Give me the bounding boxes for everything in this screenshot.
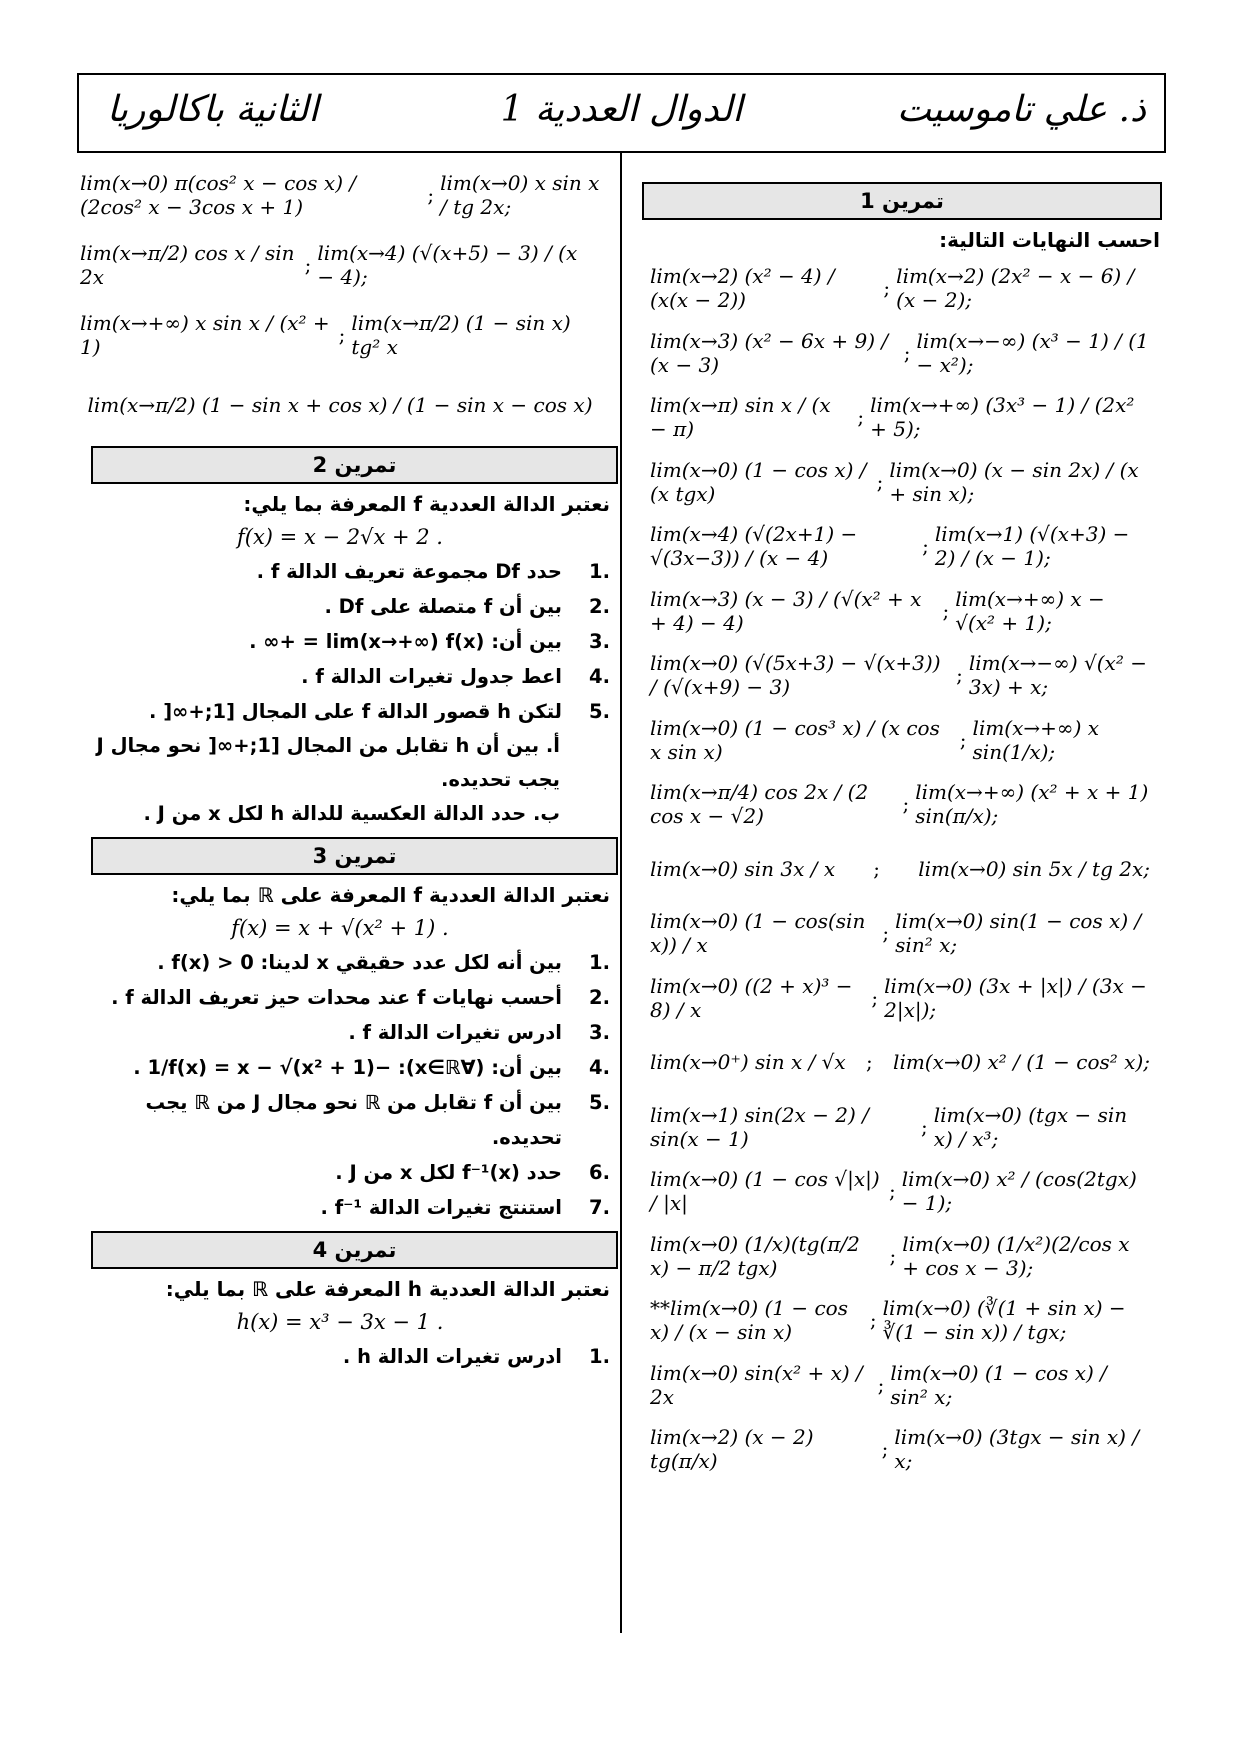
limit-row bbox=[640, 1288, 1160, 1353]
exercise-3-title: تمرين 3 bbox=[91, 837, 618, 875]
separator: ; bbox=[866, 1050, 873, 1075]
exercise-4-formula: h(x) = x³ − 3x − 1 . bbox=[236, 1310, 444, 1334]
separator: ; bbox=[922, 534, 929, 559]
limit-row bbox=[640, 1159, 1160, 1224]
question-text: ادرس تغيرات الدالة h . bbox=[342, 1345, 562, 1368]
exercise-2-items bbox=[70, 554, 610, 729]
separator: ; bbox=[873, 856, 881, 881]
limit-expression: lim(x→3) (x² − 6x + 9) / (x − 3) bbox=[650, 328, 889, 377]
separator: ; bbox=[876, 469, 884, 494]
limit-expression: lim(x→+∞) (3x³ − 1) / (2x² + 5); bbox=[870, 393, 1135, 442]
exercise-1-title: تمرين 1 bbox=[642, 182, 1162, 220]
question-item bbox=[70, 945, 610, 980]
exercise-4-title: تمرين 4 bbox=[91, 1231, 618, 1269]
exercise-3-items bbox=[70, 945, 610, 1225]
question-text: بين أن f متصلة على Df . bbox=[324, 595, 562, 618]
separator: ; bbox=[920, 1114, 928, 1139]
question-text: حدد f⁻¹(x) لكل x من J . bbox=[335, 1161, 562, 1184]
limit-expression: lim(x→0) (3tgx − sin x) / x; bbox=[894, 1425, 1140, 1474]
question-number: .6 bbox=[589, 1161, 610, 1184]
exercise-1-limits bbox=[640, 256, 1160, 1482]
separator: ; bbox=[427, 183, 435, 207]
limit-row bbox=[70, 230, 610, 300]
question-item bbox=[70, 1085, 610, 1155]
left-column bbox=[70, 160, 610, 1374]
question-number: .1 bbox=[589, 1345, 610, 1368]
limit-expression: lim(x→π/2) cos x / sin 2x bbox=[80, 241, 295, 289]
separator: ; bbox=[869, 1308, 877, 1333]
question-number: .4 bbox=[589, 665, 610, 688]
exercise-1-intro: احسب النهايات التالية: bbox=[939, 228, 1160, 252]
limit-expression: **lim(x→0) (1 − cos x) / (x − sin x) bbox=[650, 1296, 848, 1345]
limit-expression: lim(x→+∞) (x² + x + 1) sin(π/x); bbox=[915, 780, 1149, 829]
limit-expression: lim(x→2) (x − 2) tg(π/x) bbox=[650, 1425, 814, 1474]
separator: ; bbox=[877, 1372, 885, 1397]
exercise-2-intro: نعتبر الدالة العددية f المعرفة بما يلي: bbox=[243, 492, 610, 516]
exercise-2-title: تمرين 2 bbox=[91, 446, 618, 484]
question-number: .1 bbox=[589, 951, 610, 974]
limit-expression: lim(x→0) sin 3x / x bbox=[650, 856, 836, 881]
exercise-3-intro: نعتبر الدالة العددية f المعرفة على ℝ بما يلي: bbox=[171, 883, 610, 907]
question-item bbox=[70, 1339, 610, 1374]
question-item bbox=[70, 1155, 610, 1190]
question-text: لتكن h قصور الدالة f على المجال [1;+∞[ . bbox=[149, 700, 562, 723]
question-number: .2 bbox=[589, 986, 610, 1009]
limit-expression: lim(x→0) (1 − cos(sin x)) / x bbox=[650, 909, 866, 958]
question-number: .5 bbox=[589, 700, 610, 723]
limit-expression: lim(x→+∞) x sin(1/x); bbox=[972, 715, 1100, 764]
exercise-4-items bbox=[70, 1339, 610, 1374]
class-level: الثانية باكالوريا bbox=[107, 89, 319, 130]
limit-expression: lim(x→0) (3x + |x|) / (3x − 2|x|); bbox=[884, 973, 1147, 1022]
limit-row bbox=[640, 1030, 1160, 1095]
question-text: اعط جدول تغيرات الدالة f . bbox=[301, 665, 562, 688]
limit-row bbox=[640, 385, 1160, 450]
limit-expression: lim(x→π/4) cos 2x / (2 cos x − √2) bbox=[650, 780, 869, 829]
question-text: بين أن: (∀x∈ℝ): −1/f(x) = x − √(x² + 1) . bbox=[133, 1056, 562, 1079]
question-item bbox=[70, 1015, 610, 1050]
separator: ; bbox=[883, 276, 891, 301]
question-number: .2 bbox=[589, 595, 610, 618]
question-item bbox=[70, 659, 610, 694]
limit-row bbox=[640, 1224, 1160, 1289]
limit-expression: lim(x→0) π(cos² x − cos x) / (2cos² x − 3cos x + 1) bbox=[80, 171, 357, 219]
limit-expression: lim(x→0) (1 − cos x) / sin² x; bbox=[890, 1360, 1107, 1409]
limit-row bbox=[640, 579, 1160, 644]
limit-expression: lim(x→2) (x² − 4) / (x(x − 2)) bbox=[650, 264, 835, 313]
separator: ; bbox=[881, 1437, 889, 1462]
separator: ; bbox=[882, 921, 890, 946]
limit-expression: lim(x→−∞) √(x² − 3x) + x; bbox=[968, 651, 1147, 700]
limit-expression: lim(x→0) sin(x² + x) / 2x bbox=[650, 1360, 863, 1409]
question-text: بين أن f تقابل من ℝ نحو مجال J من ℝ يجب تحديده. bbox=[145, 1091, 562, 1149]
left-limits bbox=[70, 160, 610, 440]
limit-row bbox=[70, 300, 610, 370]
sub-question: أ. بين أن h تقابل من المجال [1;+∞[ نحو مجال J يجب تحديده. bbox=[96, 734, 560, 791]
limit-expression: lim(x→0) (tgx − sin x) / x³; bbox=[933, 1102, 1128, 1151]
limit-row bbox=[640, 450, 1160, 515]
limit-expression: lim(x→+∞) x − √(x² + 1); bbox=[955, 586, 1105, 635]
limit-expression: lim(x→1) sin(2x − 2) / sin(x − 1) bbox=[650, 1102, 869, 1151]
limit-expression: lim(x→0) sin 5x / tg 2x; bbox=[918, 856, 1150, 881]
question-item bbox=[70, 1050, 610, 1085]
limit-expression: lim(x→0) (1 − cos³ x) / (x cos x sin x) bbox=[650, 715, 940, 764]
author-name: ذ. علي تاموسيت bbox=[896, 89, 1146, 130]
exercise-4-intro: نعتبر الدالة العددية h المعرفة على ℝ بما يلي: bbox=[165, 1277, 610, 1301]
question-item bbox=[70, 1190, 610, 1225]
question-number: .4 bbox=[589, 1056, 610, 1079]
limit-expression: lim(x→0) x sin x / tg 2x; bbox=[440, 171, 600, 219]
limit-row bbox=[70, 370, 610, 440]
limit-expression: lim(x→π/2) (1 − sin x + cos x) / (1 − sin x − cos x) bbox=[87, 393, 593, 417]
question-text: استنتج تغيرات الدالة f⁻¹ . bbox=[320, 1196, 562, 1219]
limit-row bbox=[640, 643, 1160, 708]
limit-row bbox=[640, 966, 1160, 1031]
question-item bbox=[70, 694, 610, 729]
limit-expression: lim(x→0) x² / (cos(2tgx) − 1); bbox=[901, 1167, 1137, 1216]
page-title: الدوال العددية 1 bbox=[500, 89, 743, 130]
separator: ; bbox=[942, 598, 950, 623]
question-text: بين أن: lim(x→+∞) f(x) = +∞ . bbox=[249, 630, 562, 653]
question-number: .5 bbox=[589, 1091, 610, 1114]
exercise-2-subitems bbox=[70, 729, 610, 831]
question-item bbox=[70, 624, 610, 659]
limit-expression: lim(x→4) (√(2x+1) − √(3x−3)) / (x − 4) bbox=[650, 522, 858, 571]
limit-row bbox=[640, 837, 1160, 902]
question-item bbox=[70, 980, 610, 1015]
limit-expression: lim(x→2) (2x² − x − 6) / (x − 2); bbox=[896, 264, 1135, 313]
question-item bbox=[70, 589, 610, 624]
question-number: .1 bbox=[589, 560, 610, 583]
limit-expression: lim(x→4) (√(x+5) − 3) / (x − 4); bbox=[317, 241, 578, 289]
limit-row bbox=[640, 772, 1160, 837]
question-number: .7 bbox=[589, 1196, 610, 1219]
separator: ; bbox=[959, 727, 967, 752]
limit-expression: lim(x→0) (√(5x+3) − √(x+3)) / (√(x+9) − 3) bbox=[650, 651, 941, 700]
question-text: حدد Df مجموعة تعريف الدالة f . bbox=[256, 560, 562, 583]
question-number: .3 bbox=[589, 1021, 610, 1044]
limit-expression: lim(x→0) (1/x²)(2/cos x + cos x − 3); bbox=[902, 1231, 1130, 1280]
column-divider bbox=[620, 153, 622, 1633]
separator: ; bbox=[889, 1243, 897, 1268]
limit-expression: lim(x→0) (x − sin 2x) / (x + sin x); bbox=[889, 457, 1139, 506]
limit-expression: lim(x→−∞) (x³ − 1) / (1 − x²); bbox=[916, 328, 1149, 377]
limit-expression: lim(x→1) (√(x+3) − 2) / (x − 1); bbox=[934, 522, 1130, 571]
question-item bbox=[70, 554, 610, 589]
limit-expression: lim(x→3) (x − 3) / (√(x² + x + 4) − 4) bbox=[650, 586, 922, 635]
limit-expression: lim(x→π) sin x / (x − π) bbox=[650, 393, 831, 442]
separator: ; bbox=[857, 405, 865, 430]
limit-expression: lim(x→0) (1/x)(tg(π/2 x) − π/2 tgx) bbox=[650, 1231, 860, 1280]
limit-row bbox=[640, 1417, 1160, 1482]
limit-expression: lim(x→0) (1 − cos x) / (x tgx) bbox=[650, 457, 867, 506]
page-header bbox=[77, 73, 1166, 153]
exercise-2-formula: f(x) = x − 2√x + 2 . bbox=[237, 525, 443, 549]
question-text: أحسب نهايات f عند محدات حيز تعريف الدالة f . bbox=[111, 986, 562, 1009]
limit-row bbox=[640, 1353, 1160, 1418]
limit-row bbox=[640, 514, 1160, 579]
question-number: .3 bbox=[589, 630, 610, 653]
limit-expression: lim(x→0) ((2 + x)³ − 8) / x bbox=[650, 973, 853, 1022]
limit-row bbox=[640, 1095, 1160, 1160]
limit-expression: lim(x→0) (∛(1 + sin x) − ∛(1 − sin x)) / tgx; bbox=[882, 1296, 1126, 1345]
separator: ; bbox=[903, 340, 911, 365]
limit-expression: lim(x→0) x² / (1 − cos² x); bbox=[893, 1050, 1150, 1075]
question-text: بين أنه لكل عدد حقيقي x لدينا: f(x) > 0 . bbox=[157, 951, 562, 974]
limit-expression: lim(x→0) sin(1 − cos x) / sin² x; bbox=[895, 909, 1142, 958]
limit-row bbox=[640, 321, 1160, 386]
limit-row bbox=[640, 708, 1160, 773]
separator: ; bbox=[956, 663, 963, 688]
limit-row bbox=[70, 160, 610, 230]
limit-expression: lim(x→0⁺) sin x / √x bbox=[650, 1050, 846, 1075]
limit-expression: lim(x→+∞) x sin x / (x² + 1) bbox=[80, 311, 330, 359]
separator: ; bbox=[338, 323, 346, 347]
limit-expression: lim(x→0) (1 − cos √|x|) / |x| bbox=[650, 1167, 880, 1216]
right-column bbox=[640, 160, 1160, 1482]
exercise-3-formula: f(x) = x + √(x² + 1) . bbox=[231, 916, 449, 940]
separator: ; bbox=[871, 985, 879, 1010]
question-text: ادرس تغيرات الدالة f . bbox=[348, 1021, 562, 1044]
sub-question: ب. حدد الدالة العكسية للدالة h لكل x من J . bbox=[143, 802, 560, 825]
separator: ; bbox=[304, 253, 312, 277]
separator: ; bbox=[902, 792, 910, 817]
separator: ; bbox=[889, 1179, 896, 1204]
limit-row bbox=[640, 901, 1160, 966]
limit-row bbox=[640, 256, 1160, 321]
limit-expression: lim(x→π/2) (1 − sin x) tg² x bbox=[351, 311, 571, 359]
